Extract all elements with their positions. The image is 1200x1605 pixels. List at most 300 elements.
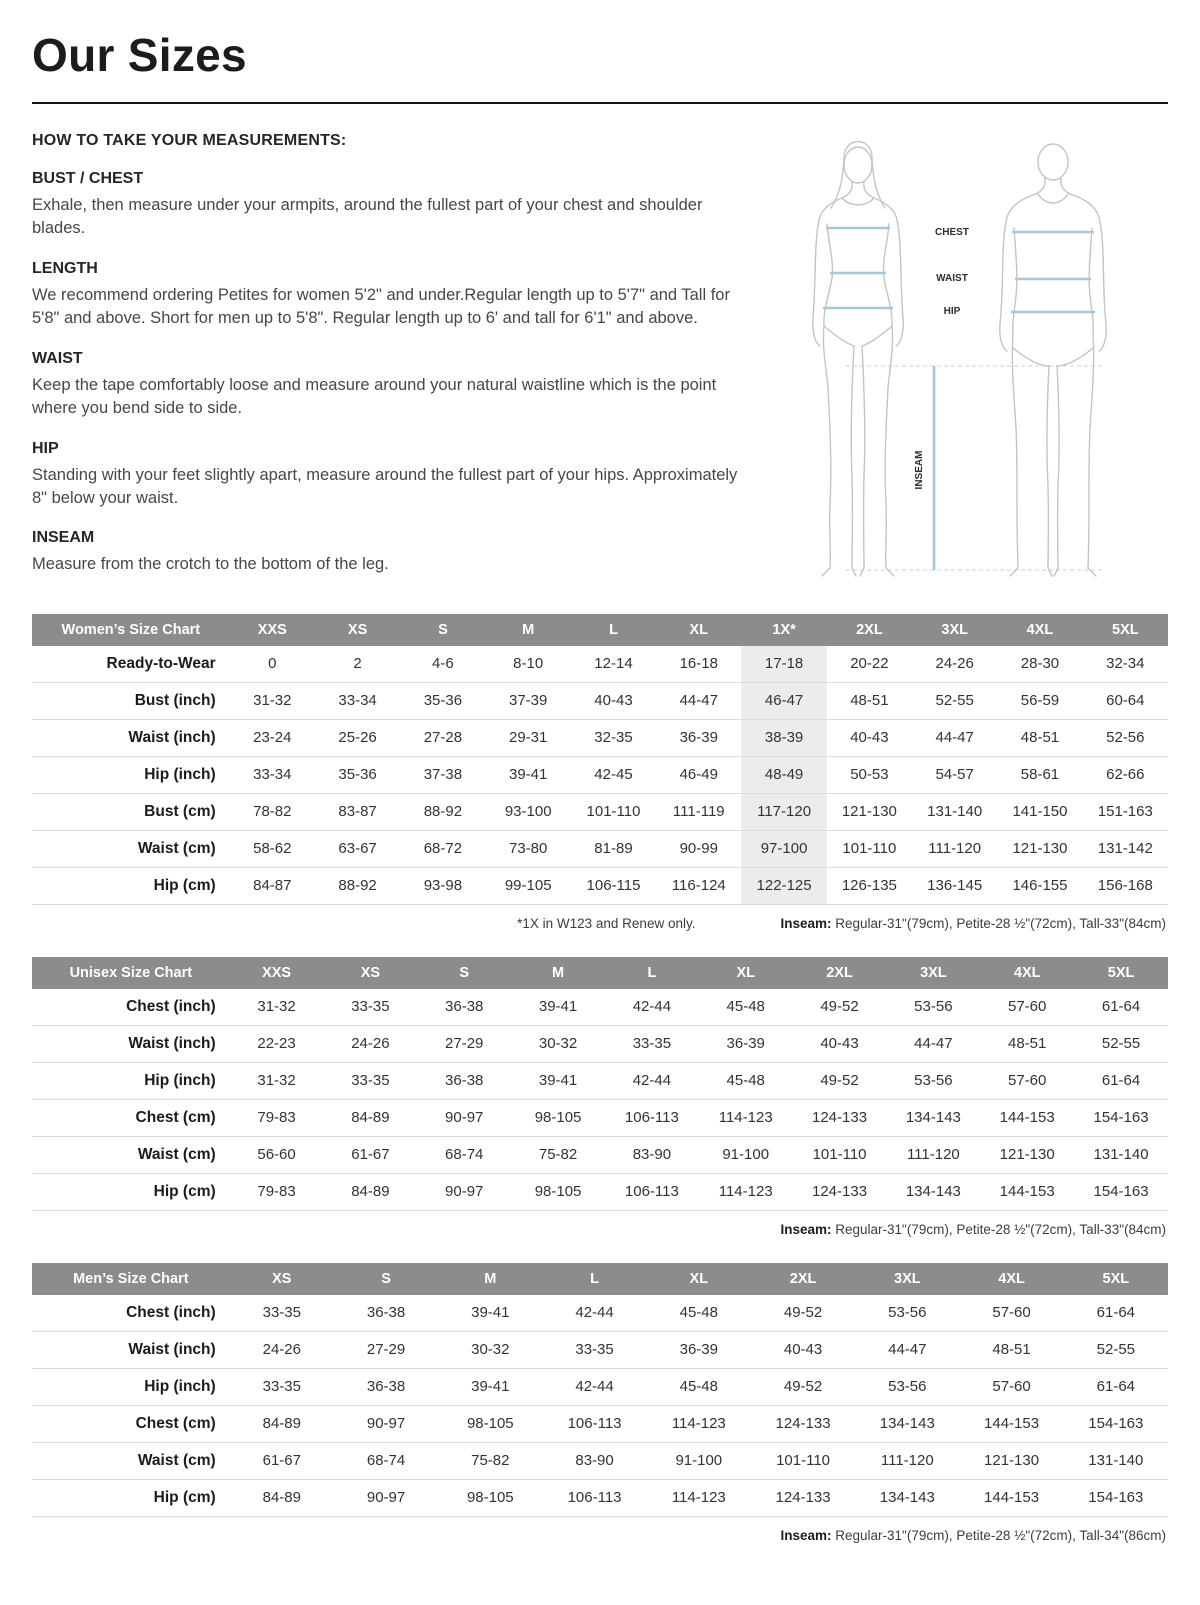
size-value-cell: 134-143 — [879, 1489, 935, 1507]
measurement-row — [32, 1099, 1168, 1136]
size-value-cell: 37-39 — [509, 692, 548, 710]
size-column-header: 3XL — [855, 1263, 959, 1295]
size-value-cell: 121-130 — [841, 803, 897, 821]
size-value-cell: 114-123 — [718, 1109, 773, 1127]
size-value-cell: 48-51 — [1008, 1035, 1047, 1053]
section-length — [32, 260, 752, 331]
size-value-cell: 49-52 — [783, 1378, 823, 1396]
row-label: Waist (inch) — [128, 1340, 216, 1358]
section-body: Measure from the crotch to the bottom of the leg. — [32, 555, 389, 574]
size-value-cell: 91-100 — [722, 1146, 770, 1164]
size-value-cell: 40-43 — [594, 692, 633, 710]
size-value-cell: 45-48 — [679, 1304, 718, 1322]
size-value-cell: 111-120 — [928, 840, 982, 858]
size-value-cell: 33-35 — [351, 1072, 390, 1090]
size-value-cell: 58-62 — [253, 840, 292, 858]
waist-label: WAIST — [936, 273, 968, 284]
measurement-row — [32, 1062, 1168, 1099]
size-value-cell: 116-124 — [671, 877, 726, 895]
size-column-header: XL — [647, 1263, 751, 1295]
size-value-cell: 57-60 — [1008, 998, 1047, 1016]
measurement-row — [32, 1173, 1168, 1210]
size-column-header: 5XL — [1074, 957, 1168, 989]
size-value-cell: 124-133 — [775, 1415, 831, 1433]
measurement-row — [32, 1025, 1168, 1062]
size-column-header: S — [334, 1263, 438, 1295]
size-value-cell: 45-48 — [726, 998, 765, 1016]
size-value-cell: 35-36 — [338, 766, 377, 784]
size-value-cell: 24-26 — [351, 1035, 390, 1053]
section-bust-chest — [32, 170, 752, 241]
size-value-cell: 49-52 — [783, 1304, 823, 1322]
size-value-cell: 134-143 — [879, 1415, 935, 1433]
size-column-header: 1X* — [741, 614, 826, 646]
size-value-cell: 42-44 — [575, 1304, 614, 1322]
size-value-cell: 29-31 — [509, 729, 548, 747]
size-column-header: S — [400, 614, 485, 646]
size-value-cell: 39-41 — [538, 998, 578, 1016]
size-value-cell: 88-92 — [423, 803, 463, 821]
size-value-cell: 33-34 — [338, 692, 377, 710]
size-value-cell: 36-38 — [366, 1378, 406, 1396]
size-value-cell: 31-32 — [257, 998, 296, 1016]
size-column-header: XS — [323, 957, 417, 989]
man-figure — [1000, 144, 1106, 576]
size-value-cell: 126-135 — [841, 877, 897, 895]
size-value-cell: 84-89 — [262, 1415, 301, 1433]
row-label: Hip (inch) — [144, 1071, 216, 1089]
size-column-header: XS — [315, 614, 400, 646]
size-column-header: XXS — [230, 957, 324, 989]
size-value-cell: 154-163 — [1088, 1489, 1144, 1507]
page-title: Our Sizes — [32, 29, 247, 81]
measurement-row — [32, 682, 1168, 719]
size-value-cell: 25-26 — [338, 729, 377, 747]
size-value-cell: 154-163 — [1088, 1415, 1144, 1433]
size-value-cell: 121-130 — [984, 1452, 1040, 1470]
row-label: Hip (cm) — [153, 876, 216, 894]
size-value-cell: 131-142 — [1097, 840, 1153, 858]
size-value-cell: 35-36 — [423, 692, 463, 710]
size-value-cell: 99-105 — [504, 877, 552, 895]
row-label: Waist (cm) — [137, 1145, 216, 1163]
section-title: INSEAM — [32, 529, 95, 547]
measurement-row — [32, 756, 1168, 793]
size-value-cell: 33-35 — [262, 1378, 301, 1396]
section-inseam — [32, 529, 752, 576]
row-label: Hip (inch) — [144, 765, 216, 783]
size-value-cell: 88-92 — [338, 877, 377, 895]
size-value-cell: 90-97 — [366, 1489, 406, 1507]
mens-size-chart-section — [32, 1263, 1168, 1543]
size-value-cell: 17-18 — [741, 646, 826, 683]
size-value-cell: 42-44 — [632, 998, 672, 1016]
size-value-cell: 154-163 — [1093, 1109, 1149, 1127]
size-value-cell: 24-26 — [935, 655, 974, 673]
size-value-cell: 53-56 — [914, 998, 953, 1016]
measurement-row — [32, 646, 1168, 683]
size-column-header: L — [605, 957, 699, 989]
footnote: Inseam: Regular-31"(79cm), Petite-28 ½"(72cm), Tall-33"(84cm) — [780, 1221, 1166, 1237]
size-value-cell: 27-28 — [423, 729, 463, 747]
section-waist — [32, 350, 752, 421]
size-value-cell: 38-39 — [741, 719, 826, 756]
size-value-cell: 68-74 — [445, 1146, 484, 1164]
womens-size-chart-section — [32, 614, 1168, 931]
size-value-cell: 78-82 — [253, 803, 292, 821]
size-value-cell: 37-38 — [423, 766, 463, 784]
size-value-cell: 61-67 — [351, 1146, 390, 1164]
size-value-cell: 48-49 — [741, 756, 826, 793]
section-body: Standing with your feet slightly apart, measure around the fullest part of your hips. Approximately 8" below your waist. — [32, 465, 738, 507]
row-label: Waist (cm) — [137, 1451, 216, 1469]
size-value-cell: 101-110 — [776, 1452, 831, 1470]
size-charts — [32, 614, 1168, 1543]
size-value-cell: 39-41 — [471, 1304, 510, 1322]
size-value-cell: 56-59 — [1020, 692, 1060, 710]
size-value-cell: 57-60 — [992, 1304, 1031, 1322]
size-value-cell: 121-130 — [1012, 840, 1068, 858]
footnote-label: Inseam: — [780, 1221, 832, 1237]
size-value-cell: 53-56 — [914, 1072, 953, 1090]
measurement-row — [32, 1405, 1168, 1442]
size-value-cell: 39-41 — [538, 1072, 578, 1090]
section-hip — [32, 440, 752, 511]
header-row — [32, 614, 1168, 646]
footnote-label: Inseam: — [780, 1527, 832, 1543]
measurement-row — [32, 867, 1168, 904]
size-value-cell: 81-89 — [594, 840, 633, 858]
size-value-cell: 62-66 — [1106, 766, 1145, 784]
row-label: Chest (cm) — [135, 1414, 216, 1432]
footnote: Inseam: Regular-31"(79cm), Petite-28 ½"(72cm), Tall-34"(86cm) — [780, 1527, 1166, 1543]
size-value-cell: 101-110 — [586, 803, 641, 821]
size-value-cell: 124-133 — [812, 1109, 868, 1127]
size-column-header: L — [571, 614, 656, 646]
size-value-cell: 83-87 — [338, 803, 377, 821]
size-value-cell: 48-51 — [1020, 729, 1060, 747]
row-label: Ready-to-Wear — [106, 654, 216, 672]
section-title: BUST / CHEST — [32, 170, 144, 187]
size-value-cell: 30-32 — [471, 1341, 510, 1359]
size-column-header: 4XL — [997, 614, 1082, 646]
size-value-cell: 144-153 — [999, 1183, 1055, 1201]
row-label: Hip (cm) — [153, 1488, 216, 1506]
footnote: *1X in W123 and Renew only. — [517, 915, 696, 931]
size-value-cell: 39-41 — [471, 1378, 510, 1396]
size-value-cell: 57-60 — [992, 1378, 1031, 1396]
size-value-cell: 56-60 — [257, 1146, 296, 1164]
measurement-row — [32, 989, 1168, 1026]
size-value-cell: 61-64 — [1101, 1072, 1141, 1090]
size-value-cell: 54-57 — [935, 766, 974, 784]
size-value-cell: 144-153 — [984, 1489, 1040, 1507]
size-value-cell: 16-18 — [679, 655, 718, 673]
size-value-cell: 30-32 — [538, 1035, 578, 1053]
row-label: Hip (inch) — [144, 1377, 216, 1395]
row-label: Bust (cm) — [144, 802, 216, 820]
header-row — [32, 957, 1168, 989]
size-value-cell: 134-143 — [905, 1183, 961, 1201]
size-value-cell: 146-155 — [1012, 877, 1068, 895]
size-value-cell: 36-38 — [445, 998, 484, 1016]
body-measurement-illustration — [768, 132, 1168, 590]
size-value-cell: 79-83 — [257, 1183, 296, 1201]
size-value-cell: 84-89 — [351, 1183, 390, 1201]
size-value-cell: 73-80 — [509, 840, 548, 858]
size-value-cell: 84-87 — [253, 877, 292, 895]
size-value-cell: 75-82 — [538, 1146, 578, 1164]
size-value-cell: 101-110 — [842, 840, 897, 858]
size-value-cell: 4-6 — [432, 655, 454, 673]
size-value-cell: 57-60 — [1008, 1072, 1047, 1090]
size-value-cell: 52-55 — [1096, 1341, 1136, 1359]
size-value-cell: 36-39 — [679, 1341, 718, 1359]
measurement-instructions — [32, 128, 768, 596]
size-value-cell: 39-41 — [509, 766, 548, 784]
measurement-row — [32, 793, 1168, 830]
measurement-figure — [768, 128, 1168, 590]
size-value-cell: 27-29 — [366, 1341, 406, 1359]
size-column-header: M — [438, 1263, 542, 1295]
size-value-cell: 106-113 — [567, 1489, 622, 1507]
instructions-heading: HOW TO TAKE YOUR MEASUREMENTS: — [32, 132, 347, 149]
size-value-cell: 98-105 — [534, 1109, 582, 1127]
size-column-header: 3XL — [912, 614, 997, 646]
size-value-cell: 93-98 — [423, 877, 463, 895]
row-label: Waist (cm) — [137, 839, 216, 857]
measurement-row — [32, 1295, 1168, 1332]
size-value-cell: 136-145 — [927, 877, 983, 895]
size-column-header: 4XL — [959, 1263, 1063, 1295]
unisex-size-chart-table — [32, 957, 1168, 1211]
size-value-cell: 44-47 — [679, 692, 718, 710]
size-value-cell: 79-83 — [257, 1109, 296, 1127]
size-value-cell: 111-119 — [672, 803, 725, 821]
size-column-header: 4XL — [980, 957, 1074, 989]
size-value-cell: 27-29 — [445, 1035, 484, 1053]
size-value-cell: 31-32 — [253, 692, 292, 710]
footnote-label: Inseam: — [780, 915, 832, 931]
unisex-size-chart-section — [32, 957, 1168, 1237]
size-value-cell: 84-89 — [351, 1109, 390, 1127]
size-value-cell: 42-45 — [594, 766, 633, 784]
size-value-cell: 61-64 — [1096, 1304, 1136, 1322]
size-value-cell: 20-22 — [850, 655, 889, 673]
size-value-cell: 42-44 — [632, 1072, 672, 1090]
size-value-cell: 52-55 — [1101, 1035, 1141, 1053]
size-value-cell: 22-23 — [257, 1035, 296, 1053]
size-value-cell: 36-38 — [445, 1072, 484, 1090]
size-column-header: 2XL — [827, 614, 912, 646]
section-body: Keep the tape comfortably loose and measure around your natural waistline which is the point where you bend side to side. — [32, 375, 717, 418]
size-value-cell: 60-64 — [1106, 692, 1145, 710]
size-value-cell: 90-99 — [679, 840, 718, 858]
size-value-cell: 49-52 — [820, 998, 859, 1016]
size-value-cell: 49-52 — [820, 1072, 859, 1090]
size-value-cell: 46-49 — [679, 766, 718, 784]
size-column-header: M — [486, 614, 571, 646]
size-value-cell: 106-113 — [624, 1183, 679, 1201]
size-value-cell: 31-32 — [257, 1072, 296, 1090]
size-column-header: S — [417, 957, 511, 989]
measurement-row — [32, 1136, 1168, 1173]
size-value-cell: 144-153 — [999, 1109, 1055, 1127]
size-value-cell: 114-123 — [671, 1415, 726, 1433]
size-value-cell: 111-120 — [880, 1452, 934, 1470]
size-value-cell: 151-163 — [1097, 803, 1153, 821]
size-value-cell: 61-64 — [1101, 998, 1141, 1016]
row-label: Bust (inch) — [134, 691, 216, 709]
size-value-cell: 156-168 — [1097, 877, 1153, 895]
size-value-cell: 61-67 — [262, 1452, 301, 1470]
size-value-cell: 33-35 — [575, 1341, 614, 1359]
size-column-header: 5XL — [1083, 614, 1168, 646]
size-value-cell: 0 — [268, 655, 277, 673]
size-value-cell: 42-44 — [575, 1378, 614, 1396]
measurements-row — [32, 128, 1168, 596]
measurement-row — [32, 1331, 1168, 1368]
size-value-cell: 144-153 — [984, 1415, 1040, 1433]
size-value-cell: 36-38 — [366, 1304, 406, 1322]
section-title: HIP — [32, 439, 59, 457]
size-value-cell: 141-150 — [1012, 803, 1068, 821]
size-value-cell: 32-34 — [1106, 655, 1145, 673]
size-value-cell: 154-163 — [1093, 1183, 1149, 1201]
size-value-cell: 52-55 — [935, 692, 974, 710]
mens-footnotes — [32, 1517, 1168, 1543]
inseam-label: INSEAM — [914, 450, 925, 490]
mens-size-chart-table — [32, 1263, 1168, 1517]
size-column-header: 2XL — [793, 957, 887, 989]
figure-labels — [914, 227, 969, 489]
size-value-cell: 40-43 — [820, 1035, 859, 1053]
row-label: Chest (cm) — [135, 1108, 216, 1126]
size-value-cell: 75-82 — [471, 1452, 510, 1470]
unisex-chart-title: Unisex Size Chart — [32, 957, 230, 989]
womens-chart-title: Women’s Size Chart — [32, 614, 230, 646]
size-value-cell: 28-30 — [1020, 655, 1060, 673]
section-title: LENGTH — [32, 259, 98, 277]
title-divider — [32, 102, 1168, 104]
size-value-cell: 106-115 — [586, 877, 641, 895]
size-value-cell: 33-34 — [253, 766, 292, 784]
size-value-cell: 45-48 — [726, 1072, 765, 1090]
size-value-cell: 131-140 — [1093, 1146, 1149, 1164]
size-value-cell: 97-100 — [741, 830, 826, 867]
hip-label: HIP — [943, 306, 961, 317]
size-value-cell: 40-43 — [783, 1341, 823, 1359]
size-value-cell: 48-51 — [850, 692, 889, 710]
unisex-footnotes — [32, 1211, 1168, 1237]
size-value-cell: 58-61 — [1020, 766, 1060, 784]
row-label: Waist (inch) — [128, 1034, 216, 1052]
section-body: Exhale, then measure under your armpits, around the fullest part of your chest and shoulder blades. — [32, 196, 703, 238]
size-value-cell: 36-39 — [679, 729, 718, 747]
chest-label: CHEST — [935, 227, 969, 238]
size-value-cell: 117-120 — [741, 793, 826, 830]
size-column-header: XXS — [230, 614, 315, 646]
size-value-cell: 52-56 — [1106, 729, 1145, 747]
row-label: Chest (inch) — [126, 997, 216, 1015]
size-value-cell: 106-113 — [567, 1415, 622, 1433]
size-value-cell: 33-35 — [351, 998, 390, 1016]
section-title: WAIST — [32, 349, 83, 367]
size-value-cell: 84-89 — [262, 1489, 301, 1507]
size-value-cell: 111-120 — [906, 1146, 960, 1164]
size-value-cell: 8-10 — [513, 655, 544, 673]
size-value-cell: 93-100 — [504, 803, 552, 821]
inseam-guide-lines — [846, 366, 1102, 570]
size-value-cell: 121-130 — [999, 1146, 1055, 1164]
size-value-cell: 32-35 — [594, 729, 633, 747]
size-value-cell: 33-35 — [632, 1035, 672, 1053]
measurement-row — [32, 1442, 1168, 1479]
size-value-cell: 68-74 — [366, 1452, 406, 1470]
size-value-cell: 2 — [353, 655, 362, 673]
size-column-header: L — [542, 1263, 646, 1295]
row-label: Chest (inch) — [126, 1303, 216, 1321]
header-row — [32, 1263, 1168, 1295]
size-value-cell: 33-35 — [262, 1304, 301, 1322]
size-value-cell: 48-51 — [992, 1341, 1031, 1359]
womens-footnotes — [32, 905, 1168, 931]
woman-figure — [813, 142, 903, 577]
measurement-row — [32, 1368, 1168, 1405]
footnote: Inseam: Regular-31"(79cm), Petite-28 ½"(72cm), Tall-33"(84cm) — [780, 915, 1166, 931]
size-value-cell: 46-47 — [741, 682, 826, 719]
row-label: Waist (inch) — [128, 728, 216, 746]
section-body: We recommend ordering Petites for women 5'2" and under.Regular length up to 5'7" and Tall for 5'8" and above. Short for men up to 5'8". Regular length up to 6' and tall for 6'1" and above. — [32, 285, 730, 328]
row-label: Hip (cm) — [153, 1182, 216, 1200]
size-value-cell: 98-105 — [466, 1489, 514, 1507]
size-column-header: M — [511, 957, 605, 989]
measurement-row — [32, 1479, 1168, 1516]
size-value-cell: 53-56 — [888, 1304, 927, 1322]
size-value-cell: 91-100 — [675, 1452, 723, 1470]
size-column-header: XS — [230, 1263, 334, 1295]
size-value-cell: 63-67 — [338, 840, 377, 858]
size-value-cell: 68-72 — [423, 840, 463, 858]
size-value-cell: 131-140 — [1088, 1452, 1144, 1470]
size-value-cell: 98-105 — [466, 1415, 514, 1433]
size-value-cell: 36-39 — [726, 1035, 765, 1053]
size-column-header: 5XL — [1064, 1263, 1168, 1295]
size-column-header: 3XL — [886, 957, 980, 989]
size-value-cell: 124-133 — [775, 1489, 831, 1507]
size-value-cell: 131-140 — [927, 803, 983, 821]
size-value-cell: 53-56 — [888, 1378, 927, 1396]
size-column-header: XL — [699, 957, 793, 989]
size-value-cell: 12-14 — [594, 655, 633, 673]
measurement-row — [32, 830, 1168, 867]
mens-chart-title: Men’s Size Chart — [32, 1263, 230, 1295]
size-value-cell: 61-64 — [1096, 1378, 1136, 1396]
size-value-cell: 124-133 — [812, 1183, 868, 1201]
size-value-cell: 44-47 — [935, 729, 974, 747]
size-value-cell: 83-90 — [575, 1452, 614, 1470]
size-value-cell: 114-123 — [671, 1489, 726, 1507]
size-value-cell: 83-90 — [632, 1146, 672, 1164]
size-value-cell: 101-110 — [812, 1146, 867, 1164]
size-value-cell: 44-47 — [914, 1035, 953, 1053]
size-value-cell: 90-97 — [445, 1183, 484, 1201]
size-value-cell: 50-53 — [850, 766, 889, 784]
size-value-cell: 90-97 — [445, 1109, 484, 1127]
measurement-row — [32, 719, 1168, 756]
size-value-cell: 24-26 — [262, 1341, 301, 1359]
size-column-header: 2XL — [751, 1263, 855, 1295]
